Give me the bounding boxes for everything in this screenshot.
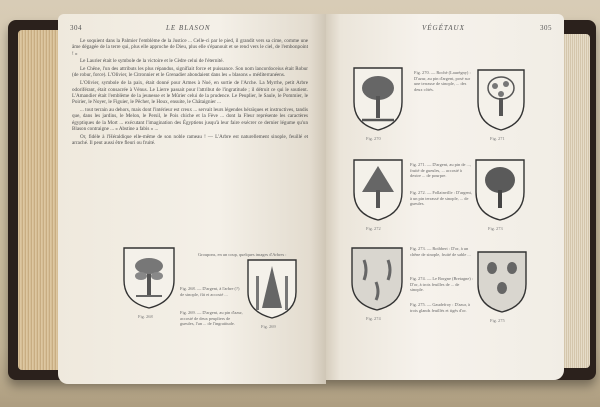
coat-of-arms-fig-272 xyxy=(352,158,404,222)
figure-label: Fig. 268 xyxy=(138,314,153,319)
figure-label: Fig. 272 xyxy=(366,226,381,231)
coat-of-arms-fig-274 xyxy=(350,246,404,312)
figure-label: Fig. 271 xyxy=(490,136,505,141)
figure-caption: Fig. 273. — Rothbert : D'or, à un chêne de sinople, fruité de sable ... xyxy=(410,246,471,257)
paragraph: Le soquient dans la Palmier l'emblème de la Justice ... Celle-ci par le pied, il grandit vers sa cime, comme une âme dégagée de la terre qui, plus elle approche de Dieu, plus elle s'épanouit et se rend vers le ciel, de l'embonpoint ! » xyxy=(72,38,308,57)
paragraph: ... tout terrain au dehors, mais dont l'intérieur est creux ... servait leurs légendes héraïques et instructives, tandis que, dans les jardins, le Melon, le Persil, le Pois chiche et la Fève ... dont la Fleur représente les caractères égyptiques de la Mort ... exécutant l'imagination des Égyptiens jusqu'à leur faire exécrer ce dernier légume qu'un Blason contraigne ... « Abstine a fabis » ... xyxy=(72,106,308,132)
left-page xyxy=(58,14,326,384)
paragraph: Le Laurier était le symbole de la victoire et le Cèdre celui de l'éternité. xyxy=(80,58,224,65)
left-running-title: LE BLASON xyxy=(166,24,211,32)
caption-intro: Groupons, en un coup, quelques images d'Arbres : xyxy=(198,252,287,257)
left-body-text xyxy=(72,38,308,148)
figure-label: Fig. 274 xyxy=(366,316,381,321)
figure-caption: Fig. 270. — Rochè (Laurègny) : D'azur, au pin d'argent, posé sur une terrasse de sinople, ... des deux côtés. xyxy=(414,70,471,92)
figure-label: Fig. 269 xyxy=(261,324,276,329)
figure-label: Fig. 275 xyxy=(490,318,505,323)
coat-of-arms-fig-271 xyxy=(476,68,526,132)
paragraph: Le Chêne, l'un des attributs les plus répandus, signifiait force et puissance. Son nom lancordoceius était Robur (de robur, force). L'Olivier, le Citronnier et le Grenadier abondaient dans les « blasons » méditerranéens. xyxy=(72,66,308,79)
coat-of-arms-fig-275 xyxy=(476,250,528,314)
figure-caption: Fig. 269. — D'argent, au pin d'azur, accosté de deux peupliers de gueules, l'un ... de l'ingratitude. xyxy=(180,310,243,326)
coat-of-arms-fig-269 xyxy=(246,258,298,320)
figure-label: Fig. 270 xyxy=(366,136,381,141)
coat-of-arms-fig-268 xyxy=(122,246,176,310)
figure-caption: Fig. 274. — Le Borgne (Bretagne) : D'or, à trois feuilles de ... de sinople. xyxy=(410,276,474,292)
coat-of-arms-fig-273 xyxy=(474,158,526,222)
figure-caption: Fig. 275. — Gaudefroy : D'azur, à trois glands feuillés et tigés d'or. xyxy=(410,302,470,313)
figure-label: Fig. 273 xyxy=(488,226,503,231)
paragraph: Or, fidèle à l'Héraldique elle-même de son noble rameau ! — L'Arbre est naturellement sinople, feuillé et arraché. Il peut aussi être fleuri ou fruité. xyxy=(72,133,308,146)
figure-caption: Fig. 268. — D'argent, à l'arbre (?) de sinople, fût et accosté ... xyxy=(180,286,240,297)
right-page xyxy=(326,14,564,380)
right-page-number: 305 xyxy=(540,24,552,32)
coat-of-arms-fig-270 xyxy=(352,66,404,132)
tree-crown xyxy=(135,258,163,274)
left-page-number: 304 xyxy=(70,24,82,32)
figure-caption: Fig. 272. — Follainville : D'argent, à un pin terrassé de sinople, ... de gueules. xyxy=(410,190,472,206)
paragraph: L'Olivier, symbole de la paix, était donné pour Armes à Noé, en sortie de l'Arche. La Myrrhe, petit Arbre odoriférant, était consacrée à Vénus. Le Lierre passait pour l'attribut de l'ingratitude ; il détruit ce qui le soutient. L'Amandier était l'emblème de la jeunesse et le Mûrier celui de la prudence. Le Peuplier, le Saule, le Pommier, le Poirier, le Noyer, le Figuier, le Pêcher, le Houx, ensuite, le Châtaignier ... xyxy=(72,80,308,106)
right-running-title: VÉGÉTAUX xyxy=(422,24,465,32)
figure-caption: Fig. 271. — D'argent, au pin de ..., fruité de gueules, ... accosté à dextre ... de pourpre. xyxy=(410,162,471,178)
right-page-edges xyxy=(560,34,590,368)
